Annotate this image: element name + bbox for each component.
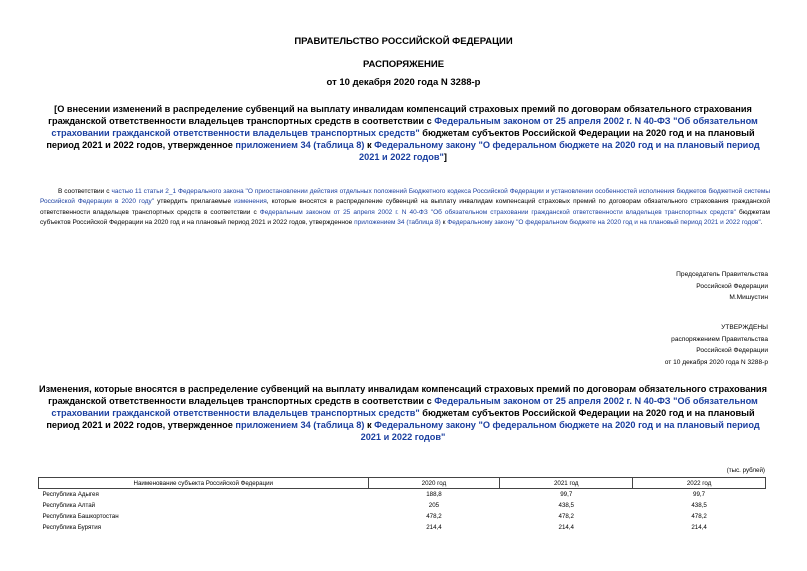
order-paragraph [40,187,770,228]
budget-law-link[interactable]: Федеральному закону "О федеральном бюджете на 2020 год и на плановый период 2021 и 2022 годов" [359,140,760,162]
table-row [39,511,766,522]
appendix-link[interactable]: приложением 34 (таблица 8) [235,140,365,150]
paragraph-text-5: к [440,218,448,226]
paragraph-text-3: , которые вносятся в распределение субвенций на выплату инвалидам компенсаций страховых премий по договорам обязательного страхования гражданской ответственности владельцев транспортных средств в соответствии с [40,198,771,216]
signature-position: Председатель Правительства [676,271,768,278]
column-header-2020: 2020 год [368,478,500,489]
value-2021: 438,5 [558,502,574,509]
value-2022: 214,4 [691,524,707,531]
document-date: от 10 декабря 2020 года N 3288-р [326,77,481,88]
document-type: РАСПОРЯЖЕНИЕ [362,59,445,70]
government-heading: ПРАВИТЕЛЬСТВО РОССИЙСКОЙ ФЕДЕРАЦИИ [294,36,513,47]
approval-line: распоряжением Правительства [671,335,768,343]
signature-body: Российской Федерации [696,282,768,290]
federal-law-link[interactable]: Федеральным законом от 25 апреля 2002 г. N 40-ФЗ "Об обязательном страховании гражданской ответственности владельцев транспортных средств" [51,116,758,138]
region-name: Республика Башкортостан [42,513,119,520]
value-2020: 478,2 [426,513,442,520]
table-row [39,489,766,501]
annex-title-text-2: бюджетам субъектов Российской Федерации на 2020 год и на плановый период 2021 и 2022 годов, утвержденное [46,408,755,430]
appendix-link[interactable]: приложением 34 (таблица 8) [235,420,365,430]
document-title [38,103,768,163]
title-text-2: бюджетам субъектов Российской Федерации на 2020 год и на плановый период 2021 и 2022 годов, утвержденное [46,128,755,150]
title-text-4: ] [443,152,447,162]
column-header-2022: 2022 год [633,478,766,489]
value-2022: 99,7 [693,491,706,498]
approval-date: от 10 декабря 2020 года N 3288-р [664,358,768,366]
signature-block [468,269,768,304]
value-2021: 214,4 [558,524,574,531]
changes-link[interactable]: изменения [234,198,267,206]
approval-line: Российской Федерации [696,347,768,354]
value-2020: 205 [428,502,440,509]
value-2021: 478,2 [558,513,574,520]
title-text-1: [О внесении изменений в распределение субвенций на выплату инвалидам компенсаций страховых премий по договорам обязательного страхования гражданской ответственности владельцев транспортных средств в соответствии с [48,104,752,126]
annex-title [38,383,768,443]
approval-block [468,322,768,368]
table-row [39,500,766,511]
annex-title-text-1: Изменения, которые вносятся в распределение субвенций на выплату инвалидам компенсаций страховых премий по договорам обязательного страхования гражданской ответственности владельцев транспортных средств в соответствии с [39,384,767,406]
budget-law-link[interactable]: Федеральному закону "О федеральном бюджете на 2020 год и на плановый период 2021 и 2022 годов" [360,420,760,442]
region-name: Республика Алтай [42,502,96,509]
paragraph-text-4: бюджетам субъектов Российской Федерации на 2020 год и на плановый период 2021 и 2022 годов, утвержденное [40,208,771,226]
region-name: Республика Бурятия [42,524,102,531]
column-header-region: Наименование субъекта Российской Федерации [39,478,369,489]
federal-law-link[interactable]: Федеральным законом от 25 апреля 2002 г. N 40-ФЗ "Об обязательном страховании гражданской ответственности владельцев транспортных средств" [51,396,758,418]
column-header-2021: 2021 год [500,478,633,489]
table-unit: (тыс. рублей) [726,467,765,474]
federal-law-link[interactable]: Федеральным законом от 25 апреля 2002 г. N 40-ФЗ "Об обязательном страховании гражданской ответственности владельцев транспортных средств" [259,208,736,216]
budget-law-link[interactable]: Федеральному закону "О федеральном бюджете на 2020 год и на плановый период 2021 и 2022 годов" [447,218,761,226]
subvention-table [38,477,766,533]
value-2020: 188,8 [426,491,442,498]
table-header-row [39,478,766,489]
appendix-link[interactable]: приложением 34 (таблица 8) [354,218,441,226]
paragraph-text-6: . [760,218,763,226]
paragraph-text-1: В соответствии с [58,188,112,195]
approval-heading: УТВЕРЖДЕНЫ [721,324,768,331]
title-text-3: к [364,140,375,150]
value-2021: 99,7 [560,491,573,498]
annex-title-text-3: к [364,420,375,430]
value-2020: 214,4 [426,524,442,531]
region-name: Республика Адыгея [42,491,99,498]
signature-name: М.Мишустин [729,294,768,301]
value-2022: 438,5 [691,502,707,509]
paragraph-text-2: утвердить прилагаемые [154,198,235,206]
article-link[interactable]: частью 11 статьи 2_1 Федерального закона "О приостановлении действия отдельных положений Бюджетного кодекса Российской Федерации и установлении особенностей исполнения бюджетов бюджетной системы Российской Федерации в 2020 году" [40,188,771,206]
table-row [39,522,766,533]
value-2022: 478,2 [691,513,707,520]
